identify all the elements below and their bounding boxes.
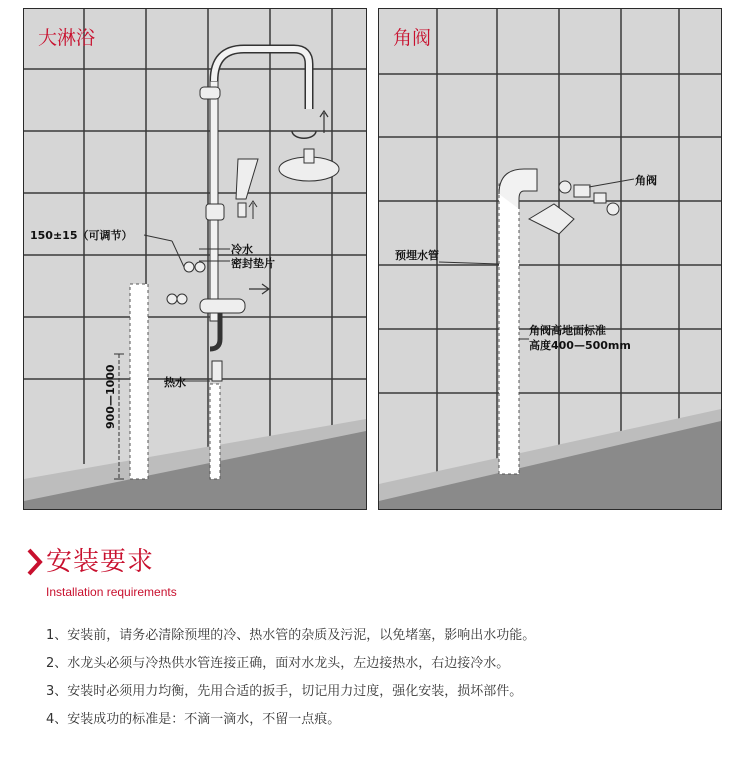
list-item: 4、安装成功的标准是：不滴一滴水，不留一点痕。 bbox=[46, 712, 341, 727]
panel-title-shower: 大淋浴 bbox=[38, 27, 96, 49]
label-embedded-pipe: 预埋水管 bbox=[395, 249, 439, 262]
embedded-pipe-hot bbox=[130, 284, 148, 479]
list-item: 2、水龙头必须与冷热供水管连接正确，面对水龙头，左边接热水，右边接冷水。 bbox=[46, 656, 510, 671]
embedded-water-pipe bbox=[499, 184, 519, 474]
label-valve-height-2: 高度400—500mm bbox=[529, 339, 631, 352]
panel-title-angle-valve: 角阀 bbox=[393, 27, 432, 49]
requirements-subheading: Installation requirements bbox=[46, 585, 177, 599]
label-spacing: 150±15（可调节） bbox=[30, 229, 133, 242]
label-hot-water: 热水 bbox=[164, 376, 186, 389]
shower-install-diagram bbox=[24, 9, 366, 509]
mixer-valve bbox=[200, 299, 245, 313]
label-angle-valve: 角阀 bbox=[635, 174, 657, 187]
installation-requirements bbox=[0, 545, 740, 770]
requirements-heading: 安装要求 bbox=[46, 547, 155, 577]
list-item: 1、安装前，请务必清除预埋的冷、热水管的杂质及污泥，以免堵塞，影响出水功能。 bbox=[46, 628, 536, 643]
shower-install-panel bbox=[23, 8, 367, 510]
label-mount-height: 900—1000 bbox=[104, 364, 117, 429]
requirements-list bbox=[46, 627, 535, 739]
list-item: 3、安装时必须用力均衡，先用合适的扳手，切记用力过度，强化安装，损坏部件。 bbox=[46, 684, 523, 699]
chevron-right-icon bbox=[26, 547, 44, 577]
label-seal-washer: 密封垫片 bbox=[231, 257, 275, 270]
shower-riser bbox=[210, 81, 218, 321]
angle-valve-panel bbox=[378, 8, 722, 510]
label-valve-height-1: 角阀高地面标准 bbox=[529, 324, 606, 337]
embedded-pipe-cold bbox=[210, 384, 220, 479]
label-cold-water: 冷水 bbox=[231, 243, 253, 256]
